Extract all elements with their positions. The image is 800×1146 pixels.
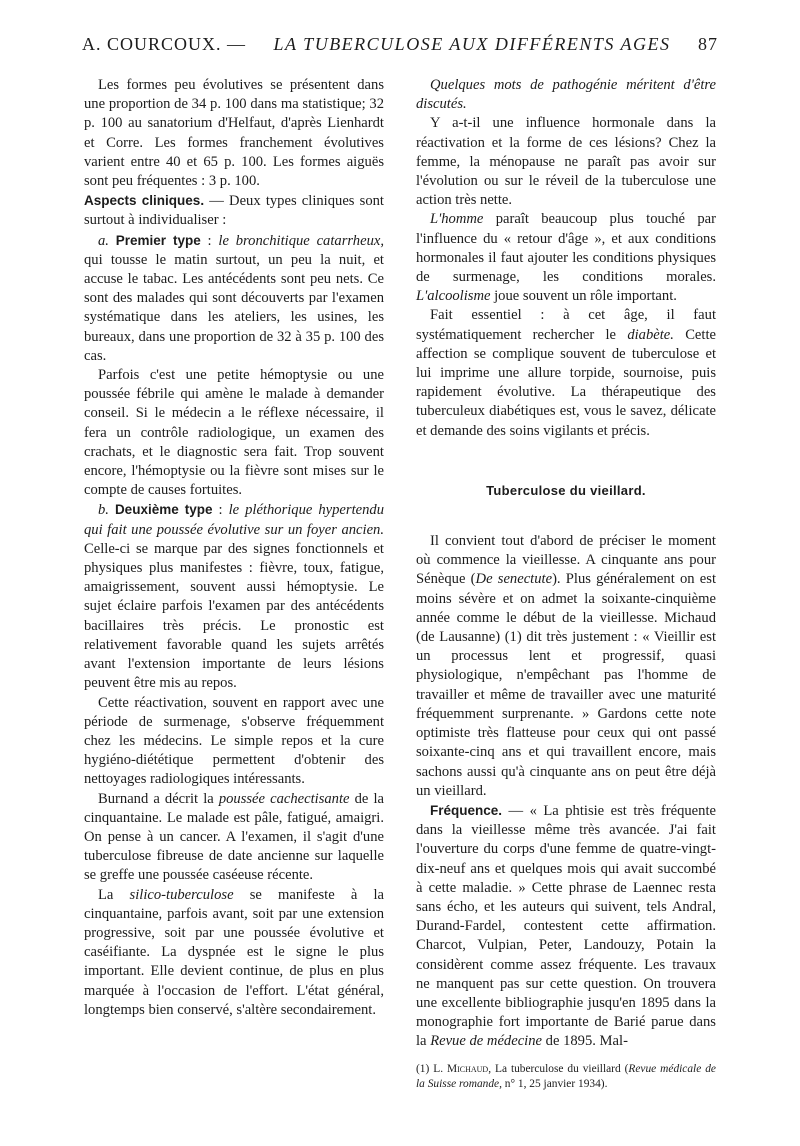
paragraph-forms-stats: Les formes peu évolutives se présentent dans une proportion de 34 p. 100 dans ma statistique; 32 p. 100 au sanatorium d'Helfaut, d'après Lienhardt et Corre. Les formes franchement évolutives varient entre 40 et 65 p. 100. Les formes aiguës sont peu fréquentes : 3 p. 100. — [84, 77, 384, 190]
right-column — [416, 76, 716, 1092]
paragraph-aspects: Aspects cliniques. — Deux types cliniques sont surtout à individualiser : — [84, 193, 384, 229]
footnote: (1) L. Michaud, La tuberculose du vieillard (Revue médicale de la Suisse romande, n° 1, 25 janvier 1934). — [416, 1062, 716, 1090]
subheading-aspects: Aspects cliniques. — [84, 193, 205, 209]
paragraph-hemoptysie: Parfois c'est une petite hémoptysie ou une poussée fébrile qui amène le malade à demander conseil. Si le médecin a le réflexe nécessaire, il fera un contrôle radiologique, un examen des crachats, et le diagnostic sera fait. Trop souvent encore, l'hémoptysie ou la fièvre sont mises sur le compte de causes fortuites. — [84, 367, 384, 499]
paragraph-vieillesse: Il convient tout d'abord de préciser le moment où commence la vieillesse. A cinquante ans pour Sénèque (De senectute). Plus généralement on est moins sévère et on admet la soixante-cinquième année comme le début de la vieillesse. Michaud (de Lausanne) (1) dit très justement : « Vieillir est un processus lent et progressif, quasi physiologique, n'empêchant pas l'homme de travailler et même de travailler avec une maturité fréquemment surprenante. » Gardons cette note optimiste très flatteuse pour ceux qui ont passé soixante-cinq ans et qui travaillent encore, mais sachons aussi qu'à cinquante ans on peut être déjà un vieillard. — [416, 533, 716, 799]
paragraph-type-a: a. Premier type : le bronchitique catarrheux, qui tousse le matin surtout, un peu la nuit, et accuse le tabac. Les antécédents sont peu nets. Ce sont des malades qui sont découverts par l'examen systématique dans les ateliers, les usines, les bureaux, dans une proportion de 32 à 35 p. 100 des cas. — [84, 232, 384, 364]
header-author: A. COURCOUX. — — [82, 34, 247, 54]
subheading-premier-type: Premier type — [115, 232, 201, 248]
paragraph-pathogenie-intro: Quelques mots de pathogénie méritent d'être discutés. — [416, 77, 716, 113]
section-heading: Tuberculose du vieillard. — [486, 482, 646, 498]
page-number: 87 — [697, 34, 718, 54]
subheading-frequence: Fréquence. — [430, 802, 503, 818]
paragraph-diabete: Fait essentiel : à cet âge, il faut systématiquement rechercher le diabète. Cette affection se complique souvent de tuberculose et lui imprime une allure torpide, sournoise, puis rapidement évolutive. La thérapeutique des tuberculeux diabétiques est, vous le savez, délicate et demande des soins vigilants et précis. — [416, 307, 716, 439]
paragraph-silico-tuberculose: La silico-tuberculose se manifeste à la cinquantaine, parfois avant, soit par une extension progressive, soit par une poussée évolutive et caséifiante. La dyspnée est le signe le plus important. Elle devient continue, de plus en plus marquée à l'occasion de l'effort. L'état général, longtemps bien conservé, s'altère secondairement. — [84, 886, 384, 1018]
paragraph-frequence: Fréquence. — « La phtisie est très fréquente dans la vieillesse même très avancée. J'ai fait l'ouverture du corps d'une femme de quatre-vingt-dix-neuf ans et quelques mois qui avait succombé à cette maladie. » Cette phrase de Laennec resta sans écho, et les auteurs qui suivent, tels Andral, Durand-Fardel, contestent cette affirmation. Charcot, Vulpian, Peter, Landouzy, Potain la considèrent comme assez fréquente. Les travaux ne manquent pas sur cette question. On trouvera une excellente bibliographie jusqu'en 1895 dans la monographie fort importante de Barié parue dans la Revue de médecine de 1895. Mal- — [416, 802, 716, 1050]
subheading-deuxieme-type: Deuxième type — [114, 502, 213, 518]
header-title: LA TUBERCULOSE AUX DIFFÉRENTS AGES — [273, 34, 671, 54]
running-head — [82, 34, 718, 55]
paragraph-reactivation: Cette réactivation, souvent en rapport avec une période de surmenage, s'observe fréquemment chez les médecins. Le simple repos et la cure hygiéno-diététique permettent d'obtenir des nettoyages radiologiques intéressants. — [84, 694, 384, 788]
left-column — [84, 76, 384, 1020]
paragraph-type-b: b. Deuxième type : le pléthorique hypertendu qui fait une poussée évolutive sur un foyer ancien. Celle-ci se marque par des signes fonctionnels et physiques plus manifestes : fièvre, toux, fatigue, amaigrissement, souvent aussi hémoptysie. Le sujet éclaire parfois l'examen par des antécédents bacillaires très précis. Le pronostic est relativement favorable quand les sujets arrêtés avant l'extension importante de leurs lésions peuvent être mis au repos. — [84, 502, 384, 692]
paragraph-burnand: Burnand a décrit la poussée cachectisante de la cinquantaine. Le malade est pâle, fatigué, amaigri. On pense à un cancer. A l'examen, il s'agit d'une tuberculose fibreuse de date ancienne sur laquelle se greffe une poussée caséeuse récente. — [84, 790, 384, 884]
paragraph-hormonal: Y a-t-il une influence hormonale dans la réactivation et la forme de ces lésions? Chez la femme, la ménopause ne paraît pas avoir sur l'évolution ou sur le réveil de la tuberculose une action très nette. — [416, 115, 716, 209]
paragraph-homme: L'homme paraît beaucoup plus touché par l'influence du « retour d'âge », et aux conditions hormonales il faut ajouter les conditions physiques de surmenage, les conditions morales. L'alcoolisme joue souvent un rôle important. — [416, 211, 716, 305]
